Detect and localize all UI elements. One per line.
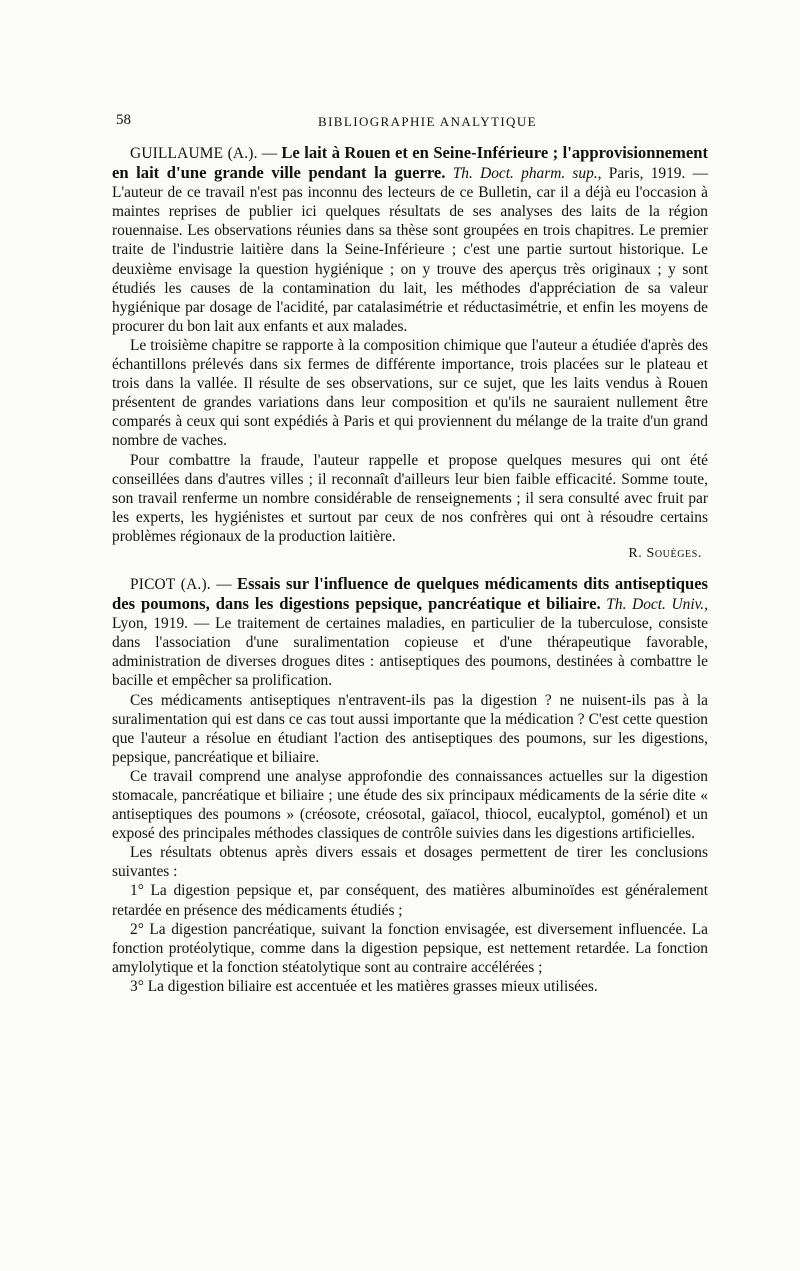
entry-source: Th. Doct. pharm. sup., <box>445 165 602 183</box>
entry-dash: — <box>210 575 238 593</box>
entry-paragraph: 1° La digestion pepsique et, par conséquent, des matières albuminoïdes est généralement retardée en présence des médicaments étudiés ; <box>112 882 708 919</box>
page-header <box>0 112 800 134</box>
bibliography-entry <box>112 574 708 996</box>
entry-dash: — <box>257 145 282 162</box>
page-body <box>112 143 708 1008</box>
entry-signature: R. Souèges. <box>628 545 702 561</box>
entry-paragraph: Les résultats obtenus après divers essais et dosages permettent de tirer les conclusions suivantes : <box>112 844 708 881</box>
entry-title: Le lait à Rouen et en Seine-Inférieure ; l'approvisionnement en lait d'une grande ville pendant la guerre. <box>112 143 708 183</box>
entry-paragraph: 3° La digestion biliaire est accentuée et les matières grasses mieux utilisées. <box>130 977 598 995</box>
bibliography-entry <box>112 143 708 562</box>
entry-paragraph: Le traitement de certaines maladies, en particulier de la tuberculose, consiste dans l'association d'une suralimentation copieuse et d'une thérapeutique favorable, administration de diverses drogues dites : antiseptiques des poumons, destinées à combattre le bacille et empêcher sa prolification. <box>112 615 708 690</box>
entry-paragraph: Pour combattre la fraude, l'auteur rappelle et propose quelques mesures qui ont été conseillées dans d'autres villes ; il reconnaît d'ailleurs leur bien faible efficacité. Somme toute, son travail renferme un nombre considérable de renseignements ; il sera consulté avec fruit par les experts, les hygiénistes et surtout par ceux de nos confrères qui ont à résoudre certains problèmes régionaux de la production laitière. <box>112 451 708 545</box>
entry-heading-paragraph <box>112 143 708 336</box>
entry-author: GUILLAUME (A.). <box>130 145 258 162</box>
running-title: BIBLIOGRAPHIE ANALYTIQUE <box>318 114 537 129</box>
entry-title: Essais sur l'influence de quelques médicaments dits antiseptiques des poumons, dans les digestions pepsique, pancréatique et biliaire. <box>112 573 709 614</box>
entry-source: Th. Doct. Univ., <box>600 596 708 614</box>
entry-paragraph: 2° La digestion pancréatique, suivant la fonction envisagée, est diversement influencée. La fonction protéolytique, comme dans la digestion pepsique, est nettement retardée. La fonction amylolytique et la fonction stéatolytique sont au contraire accélérées ; <box>112 920 708 976</box>
entry-author: PICOT (A.). <box>130 575 211 593</box>
entry-source-place: Lyon, 1919. — <box>112 615 216 633</box>
entry-source-place: Paris, 1919. — <box>601 165 708 183</box>
entry-paragraph: Ce travail comprend une analyse approfondie des connaissances actuelles sur la digestion stomacale, pancréatique et biliaire ; une étude des six principaux médicaments de la série dite « antiseptiques des poumons » (créosote, créosotal, gaïacol, thiocol, eucalyptol, goménol) et un exposé des principales méthodes classiques de contrôle suivies dans les digestions artificielles. <box>112 767 708 843</box>
page-number: 58 <box>116 112 131 128</box>
entry-paragraph: Le troisième chapitre se rapporte à la composition chimique que l'auteur a étudiée d'après des échantillons prélevés dans six fermes de différente importance, trois placées sur le plateau et trois dans la vallée. Il résulte de ses observations, sur ce sujet, que les laits vendus à Rouen présentent de grandes variations dans leur composition et qu'ils ne sauraient nullement être comparés à ceux qui sont expédiés à Paris et qui proviennent du mélange de la traite d'un grand nombre de vaches. <box>112 336 708 450</box>
entry-paragraph: L'auteur de ce travail n'est pas inconnu des lecteurs de ce Bulletin, car il a déjà eu l'occasion à maintes reprises de publier ici quelques résultats de ses analyses des laits de la région rouennaise. Les observations réunies dans sa thèse sont groupées en trois chapitres. Le premier traite de l'industrie laitière dans la Seine-Inférieure ; c'est une partie surtout historique. Le deuxième envisage la question hygiénique ; on y trouve des aperçus très originaux ; y sont étudiés les causes de la contamination du lait, les méthodes d'appréciation de sa valeur hygiénique par dosage de l'acidité, par catalasimétrie et réductasimétrie, et enfin les moyens de procurer du bon lait aux enfants et aux malades. <box>112 184 708 335</box>
entry-paragraph: Ces médicaments antiseptiques n'entravent-ils pas la digestion ? ne nuisent-ils pas à la suralimentation qui est dans ce cas tout aussi importante que la médication ? C'est cette question que l'auteur a résolue en étudiant l'action des antiseptiques des poumons, sur les digestions, pepsique, pancréatique et biliaire. <box>112 691 708 766</box>
entry-heading-paragraph <box>112 574 708 691</box>
